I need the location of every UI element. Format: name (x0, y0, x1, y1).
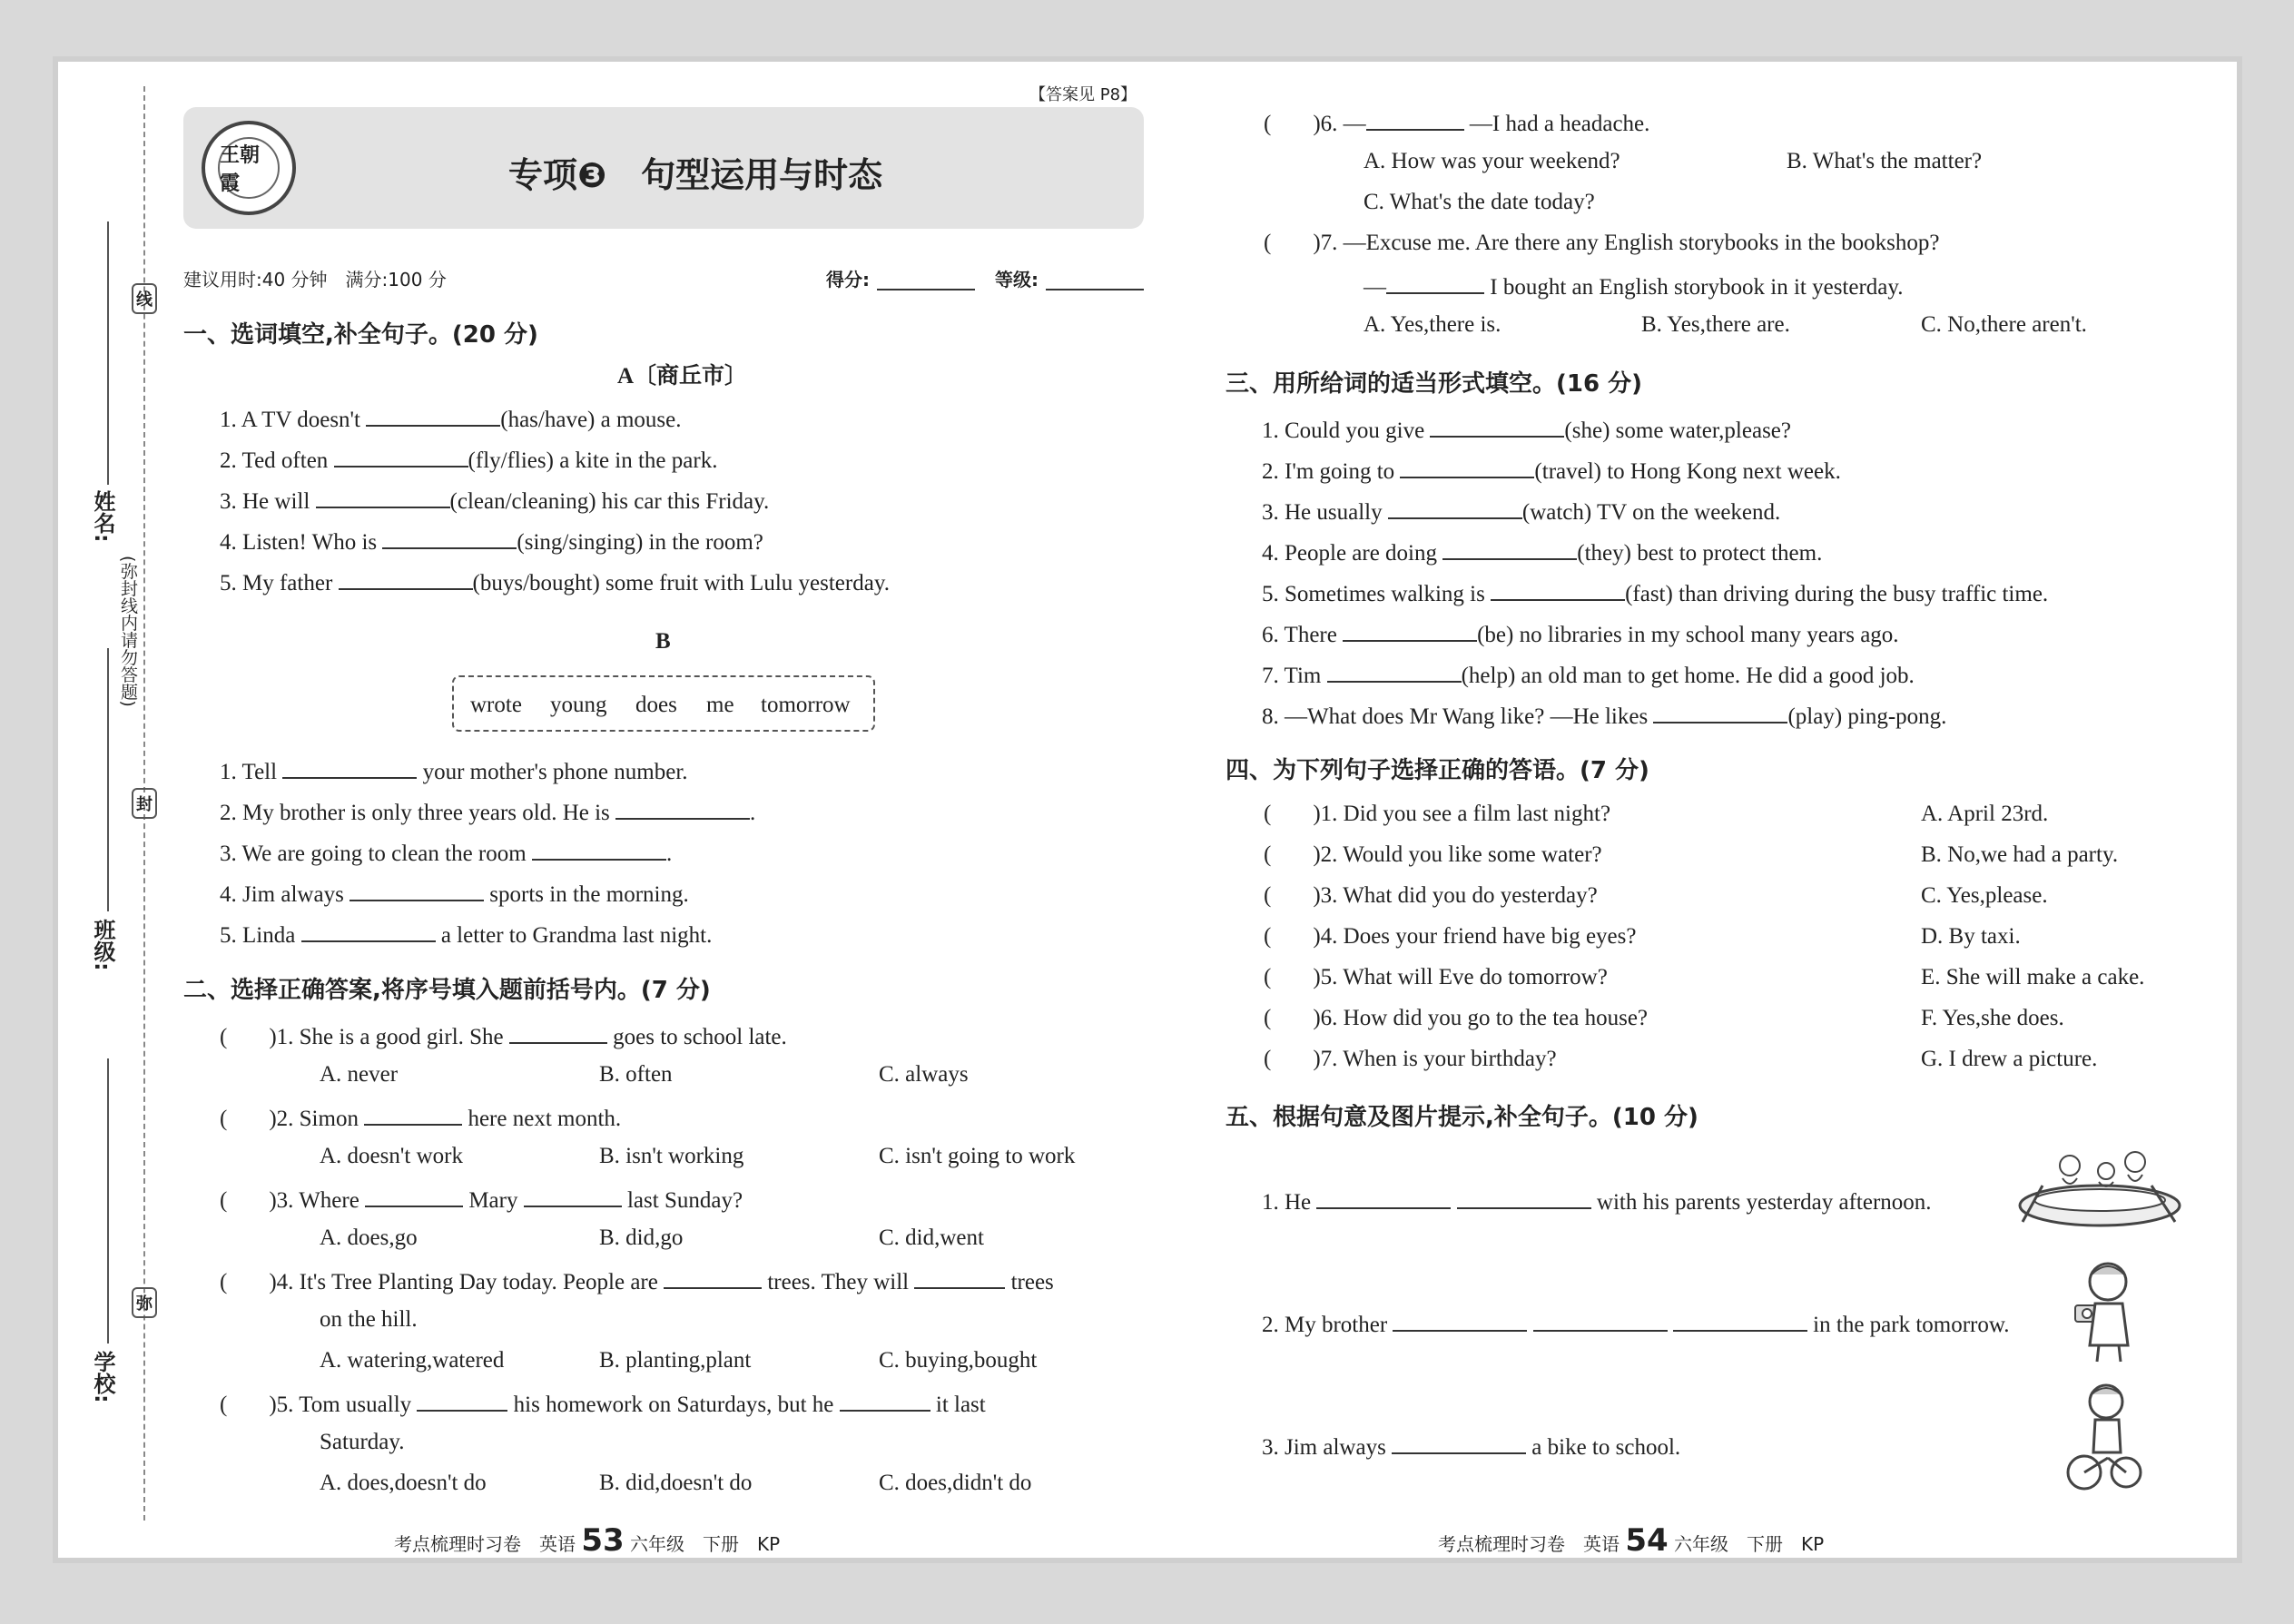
s2-q2-c[interactable]: C. isn't going to work (879, 1144, 1076, 1168)
s2-q5-c[interactable]: C. does,didn't do (879, 1471, 1032, 1495)
s4-answer-a: A. April 23rd. (1921, 802, 2049, 826)
page-title: 专项❸ 句型运用与时态 (508, 155, 883, 195)
s1a-item-2: 2. Ted often (fly/flies) a kite in the park. (220, 446, 717, 472)
footer-right: 考点梳理时习卷 英语 54 六年级 下册 KP (1438, 1522, 1825, 1559)
answer-reference: 【答案见 P8】 (1029, 85, 1137, 104)
s4-q3: ( )3. What did you do yesterday? (1264, 883, 1598, 908)
page-number-right: 54 (1625, 1522, 1669, 1559)
word-2: young (550, 693, 607, 717)
s5-q1: 1. He with his parents yesterday afternoon. (1262, 1187, 1932, 1214)
s1a-item-1: 1. A TV doesn't (has/have) a mouse. (220, 405, 681, 431)
s5-q3: 3. Jim always a bike to school. (1262, 1432, 1680, 1459)
s2-q7-line2: — I bought an English storybook in it yesterday. (1364, 272, 1904, 299)
page-number-left: 53 (581, 1522, 625, 1559)
section-1-heading: 一、选词填空,补全句子。(20 分) (183, 321, 538, 349)
s2-q3-c[interactable]: C. did,went (879, 1225, 984, 1250)
s5-q2: 2. My brother in the park tomorrow. (1262, 1310, 2010, 1336)
rowing-boat-illustration (2015, 1135, 2184, 1231)
s2-q5: ( )5. Tom usually his homework on Saturdays, but he it last (220, 1390, 986, 1416)
section-5-heading: 五、根据句意及图片提示,补全句子。(10 分) (1226, 1104, 1698, 1131)
word-3: does (635, 693, 677, 717)
section-2-heading: 二、选择正确答案,将序号填入题前括号内。(7 分) (183, 977, 711, 1004)
s2-q2: ( )2. Simon here next month. (220, 1104, 621, 1130)
s3-item-6: 6. There (be) no libraries in my school many years ago. (1262, 620, 1899, 646)
s2-q2-b[interactable]: B. isn't working (599, 1144, 744, 1168)
s2-q4-line2: on the hill. (320, 1307, 418, 1332)
part-b-label: B (655, 629, 671, 654)
s2-q4-a[interactable]: A. watering,watered (320, 1348, 505, 1373)
s2-q1-a[interactable]: A. never (320, 1062, 399, 1087)
s2-q2-a[interactable]: A. doesn't work (320, 1144, 463, 1168)
s2-q7-c[interactable]: C. No,there aren't. (1921, 312, 2087, 337)
logo-text: 王朝霞 (218, 137, 280, 199)
s2-q7: ( )7. —Excuse me. Are there any English storybooks in the bookshop? (1264, 231, 1940, 255)
s2-q6-a[interactable]: A. How was your weekend? (1364, 149, 1620, 173)
s2-q6-c[interactable]: C. What's the date today? (1364, 190, 1595, 214)
s1b-item-5: 5. Linda a letter to Grandma last night. (220, 920, 712, 947)
word-5: tomorrow (761, 693, 851, 717)
s2-q3: ( )3. Where Mary last Sunday? (220, 1186, 743, 1212)
s2-q6-b[interactable]: B. What's the matter? (1787, 149, 1983, 173)
word-1: wrote (470, 693, 522, 717)
s2-q4: ( )4. It's Tree Planting Day today. People are trees. They will trees (220, 1267, 1054, 1294)
s1b-item-3: 3. We are going to clean the room . (220, 839, 672, 865)
part-a-label: A〔商丘市〕 (617, 364, 748, 389)
s4-q2: ( )2. Would you like some water? (1264, 842, 1602, 867)
s2-q1: ( )1. She is a good girl. She goes to school late. (220, 1022, 787, 1048)
s3-item-4: 4. People are doing (they) best to protect them. (1262, 538, 1822, 565)
s3-item-1: 1. Could you give (she) some water,please? (1262, 416, 1791, 442)
score-label: 得分: (826, 269, 870, 290)
name-label: 姓名: (90, 490, 115, 543)
s2-q3-a[interactable]: A. does,go (320, 1225, 418, 1250)
section-4-heading: 四、为下列句子选择正确的答语。(7 分) (1226, 757, 1649, 784)
class-label: 班级: (90, 919, 115, 971)
s4-answer-e: E. She will make a cake. (1921, 965, 2145, 989)
s4-q4: ( )4. Does your friend have big eyes? (1264, 924, 1637, 949)
s2-q4-b[interactable]: B. planting,plant (599, 1348, 752, 1373)
s2-q1-b[interactable]: B. often (599, 1062, 673, 1087)
school-blank[interactable] (107, 1058, 109, 1343)
footer-left: 考点梳理时习卷 英语 53 六年级 下册 KP (394, 1522, 781, 1559)
s2-q5-b[interactable]: B. did,doesn't do (599, 1471, 753, 1495)
s4-answer-f: F. Yes,she does. (1921, 1006, 2064, 1030)
s2-q7-a[interactable]: A. Yes,there is. (1364, 312, 1501, 337)
s4-q1: ( )1. Did you see a film last night? (1264, 802, 1611, 826)
s1a-item-4: 4. Listen! Who is (sing/singing) in the room? (220, 527, 763, 554)
mark-secret: 弥 (132, 1287, 157, 1318)
s4-answer-g: G. I drew a picture. (1921, 1047, 2098, 1071)
mark-seal: 封 (132, 788, 157, 819)
boy-riding-bike-illustration (2066, 1382, 2142, 1496)
s1b-item-1: 1. Tell your mother's phone number. (220, 757, 688, 783)
s4-answer-b: B. No,we had a party. (1921, 842, 2119, 867)
grade-label: 等级: (995, 269, 1039, 290)
section-3-heading: 三、用所给词的适当形式填空。(16 分) (1226, 370, 1642, 398)
score-blank[interactable] (877, 289, 975, 290)
s4-q6: ( )6. How did you go to the tea house? (1264, 1006, 1649, 1030)
s4-answer-c: C. Yes,please. (1921, 883, 2048, 908)
s2-q6: ( )6. — —I had a headache. (1264, 109, 1649, 135)
s1b-item-2: 2. My brother is only three years old. He is . (220, 798, 755, 824)
seal-notice: (弥封线内请勿答题) (118, 556, 138, 707)
s2-q7-b[interactable]: B. Yes,there are. (1641, 312, 1790, 337)
s4-q5: ( )5. What will Eve do tomorrow? (1264, 965, 1608, 989)
s1a-item-5: 5. My father (buys/bought) some fruit with Lulu yesterday. (220, 568, 890, 595)
school-label: 学校: (90, 1351, 115, 1403)
word-4: me (706, 693, 734, 717)
s3-item-8: 8. —What does Mr Wang like? —He likes (play) ping-pong. (1262, 702, 1946, 728)
s1b-item-4: 4. Jim always sports in the morning. (220, 880, 689, 906)
s3-item-5: 5. Sometimes walking is (fast) than driving during the busy traffic time. (1262, 579, 2048, 605)
mark-line: 线 (132, 283, 157, 314)
grade-blank[interactable] (1046, 289, 1144, 290)
s2-q5-a[interactable]: A. does,doesn't do (320, 1471, 487, 1495)
s1a-item-3: 3. He will (clean/cleaning) his car this Friday. (220, 487, 769, 513)
s2-q3-b[interactable]: B. did,go (599, 1225, 684, 1250)
s2-q4-c[interactable]: C. buying,bought (879, 1348, 1038, 1373)
s2-q1-c[interactable]: C. always (879, 1062, 969, 1087)
time-info: 建议用时:40 分钟 满分:100 分 (183, 269, 447, 290)
s4-answer-d: D. By taxi. (1921, 924, 2021, 949)
class-blank[interactable] (107, 648, 109, 911)
s2-q5-line2: Saturday. (320, 1430, 405, 1454)
publisher-seal-icon (202, 121, 296, 215)
name-blank[interactable] (107, 221, 109, 485)
s3-item-7: 7. Tim (help) an old man to get home. He did a good job. (1262, 661, 1915, 687)
boy-taking-photo-illustration (2072, 1258, 2141, 1365)
s3-item-3: 3. He usually (watch) TV on the weekend. (1262, 497, 1780, 524)
s4-q7: ( )7. When is your birthday? (1264, 1047, 1557, 1071)
s3-item-2: 2. I'm going to (travel) to Hong Kong next week. (1262, 457, 1841, 483)
